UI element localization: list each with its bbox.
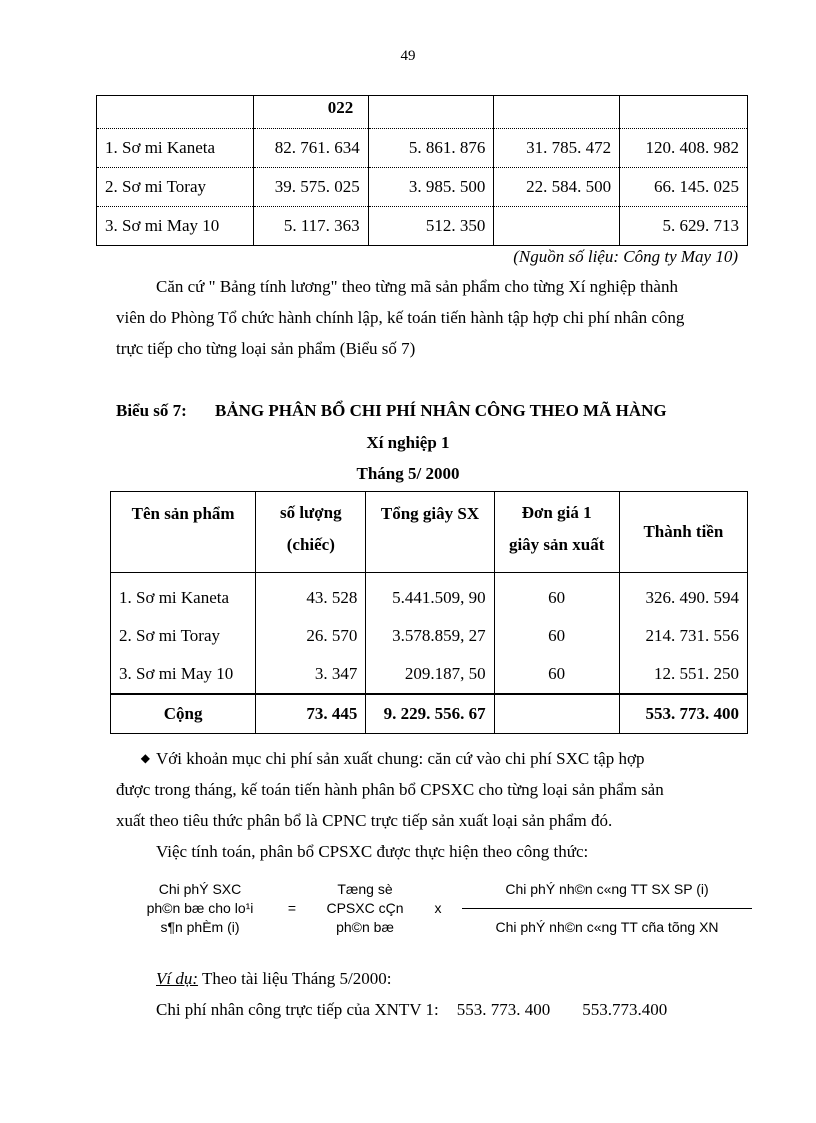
product-name: 3. Sơ mi May 10 bbox=[97, 207, 254, 246]
table-header-row bbox=[111, 492, 748, 573]
paragraph-intro: Căn cứ " Bảng tính lương" theo từng mã sản phẩm cho từng Xí nghiệp thành viên do Phòng Tổ chức hành chính lập, kế toán tiến hành tập hợp chi phí nhân công trực tiếp cho từng loại sản phẩm (Biểu số 7) bbox=[116, 277, 685, 358]
product-name: 1. Sơ mi Kaneta bbox=[97, 129, 254, 168]
header-seconds: Tổng giây SX bbox=[366, 492, 494, 573]
product-name: 2. Sơ mi Toray bbox=[111, 617, 256, 655]
cost-table-continued bbox=[96, 95, 748, 246]
paragraph-example: Ví dụ: Theo tài liệu Tháng 5/2000: Chi phí nhân công trực tiếp của XNTV 1: 553. 773. 400 553.773.400 bbox=[156, 969, 668, 1019]
table-title: BẢNG PHÂN BỔ CHI PHÍ NHÂN CÔNG THEO MÃ HÀNG bbox=[215, 401, 667, 420]
product-name: 1. Sơ mi Kaneta bbox=[111, 573, 256, 618]
header-quantity: số lượng (chiếc) bbox=[256, 492, 366, 573]
table-subtitle: Xí nghiệp 1 bbox=[366, 433, 450, 452]
formula-numerator: Chi phÝ nh©n c«ng TT SX SP (i) bbox=[505, 881, 709, 897]
table-row: 2. Sơ mi Toray 39. 575. 025 3. 985. 500 22. 584. 500 66. 145. 025 bbox=[97, 168, 748, 207]
header-cell: 022 bbox=[253, 96, 368, 129]
header-unit-price: Đơn giá 1 giây sản xuất bbox=[494, 492, 619, 573]
table-row: 3. Sơ mi May 10 3. 347 209.187, 50 60 12. 551. 250 bbox=[111, 655, 748, 694]
bullet-icon: ◆ bbox=[140, 751, 150, 765]
table-total-row: Cộng 73. 445 9. 229. 556. 67 553. 773. 400 bbox=[111, 694, 748, 734]
example-label: Ví dụ: bbox=[156, 969, 199, 988]
table-row: 1. Sơ mi Kaneta 82. 761. 634 5. 861. 876 31. 785. 472 120. 408. 982 bbox=[97, 129, 748, 168]
header-product: Tên sản phẩm bbox=[111, 492, 256, 573]
paragraph-overhead: ◆ Với khoản mục chi phí sản xuất chung: căn cứ vào chi phí SXC tập hợp được trong tháng, kế toán tiến hành phân bổ CPSXC cho từng loại sản phẩm sản xuất theo tiêu thức phân bổ là CPNC trực tiếp sản xuất loại sản phẩm đó. Việc tính toán, phân bổ CPSXC được thực hiện theo công thức: bbox=[116, 749, 664, 861]
table-header-row bbox=[97, 96, 748, 129]
table-row: 1. Sơ mi Kaneta 43. 528 5.441.509, 90 60 326. 490. 594 bbox=[111, 573, 748, 618]
table-label: Biểu số 7: bbox=[116, 401, 187, 420]
table-period: Tháng 5/ 2000 bbox=[356, 464, 460, 483]
page-number: 49 bbox=[400, 48, 416, 64]
formula-left: Chi phÝ SXC ph©n bæ cho lo¹i s¶n phÈm (i) bbox=[146, 881, 254, 935]
fraction-bar bbox=[462, 908, 752, 909]
source-note: (Nguồn số liệu: Công ty May 10) bbox=[513, 247, 738, 266]
total-label: Cộng bbox=[111, 694, 256, 734]
header-amount: Thành tiền bbox=[619, 492, 747, 573]
table-row: 2. Sơ mi Toray 26. 570 3.578.859, 27 60 214. 731. 556 bbox=[111, 617, 748, 655]
formula-times: x bbox=[434, 900, 442, 916]
product-name: 3. Sơ mi May 10 bbox=[111, 655, 256, 694]
formula-middle: Tæng sè CPSXC cÇn ph©n bæ bbox=[326, 881, 404, 935]
table-row: 3. Sơ mi May 10 5. 117. 363 512. 350 5. 629. 713 bbox=[97, 207, 748, 246]
formula-equals: = bbox=[287, 900, 297, 916]
product-name: 2. Sơ mi Toray bbox=[97, 168, 254, 207]
labor-cost-allocation-table bbox=[110, 491, 748, 734]
formula-denominator: Chi phÝ nh©n c«ng TT cña tõng XN bbox=[495, 919, 719, 935]
